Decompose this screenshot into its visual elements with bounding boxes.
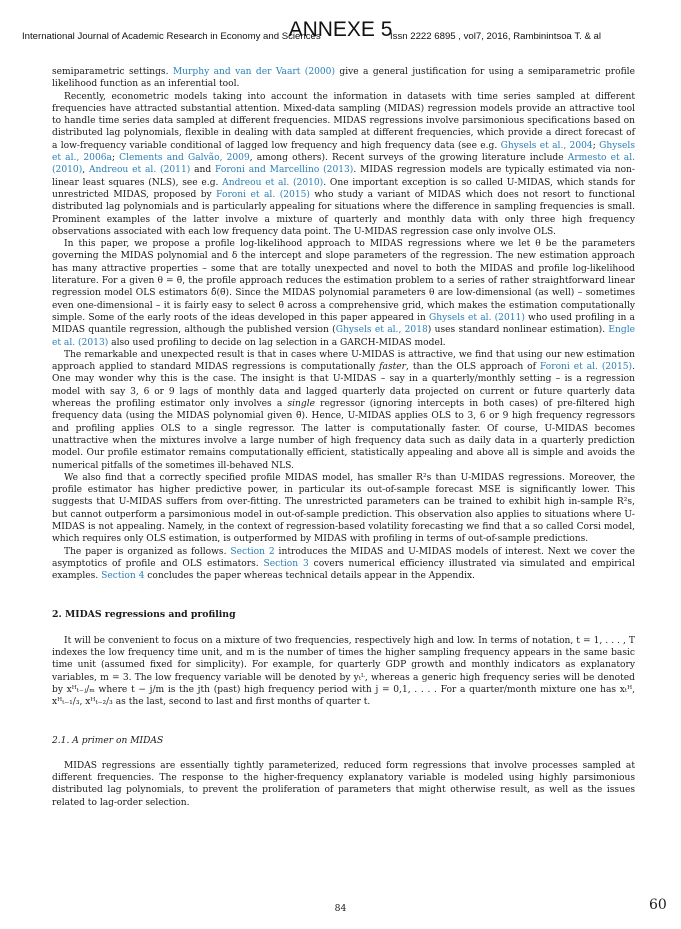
citation-link[interactable]: Foroni and Marcellino (2013) xyxy=(215,165,354,176)
text-span: who used profiling in a MIDAS quantile regression, although the published version ( xyxy=(52,312,635,336)
citation-link[interactable]: Engle et al. (2013) xyxy=(52,325,635,348)
text-span: Recently, econometric models taking into account the information in datasets with time series sampled at different frequencies have attracted substantial attention. Mixed-data sampling (MIDAS) regression models provide an attractive tool to handle time series data sampled at different frequencies. MIDAS regressions involve parsimonious specifications based on distributed lag polynomials, flexible in dealing with data sampled at different frequencies, which provide a direct forecast of a low-frequency variable conditional of lagged low frequency and high frequency data (see e.g. xyxy=(52,91,635,151)
section-link[interactable]: Section 2 xyxy=(230,546,275,557)
text-span: introduces the MIDAS and U-MIDAS models of interest. Next we cover the asymptotics of profile and OLS estimators. xyxy=(52,546,636,569)
text-span: The paper is organized as follows. xyxy=(64,546,231,557)
paragraph-8 xyxy=(52,760,635,809)
text-span: ; xyxy=(111,153,120,164)
citation-link[interactable]: Ghysels et al., 2004 xyxy=(500,140,593,151)
text-span: also used profiling to decide on lag selection in a GARCH-MIDAS model. xyxy=(108,337,446,348)
text-span: covers numerical efficiency illustrated via simulated and empirical examples. xyxy=(52,558,635,582)
citation-link[interactable]: Andreou et al. (2010) xyxy=(222,177,324,188)
citation-link[interactable]: Ghysels et al., 2006a xyxy=(52,140,635,164)
section-link[interactable]: Section 3 xyxy=(263,558,309,569)
paragraph-1 xyxy=(52,66,635,91)
paragraph-2 xyxy=(52,91,635,239)
text-span: . One important exception is so called U-MIDAS, which stands for unrestricted MIDAS, proposed by xyxy=(52,177,635,200)
text-span: semiparametric settings. xyxy=(52,67,173,77)
emphasis: single xyxy=(287,399,315,410)
issn-info: Issn 2222 6895 , vol7, 2016, Rambinintsoa T. & al xyxy=(390,31,602,42)
article-body xyxy=(52,66,635,809)
text-span: . One may wonder why this is the case. The insight is that U-MIDAS – say in a quarterly/monthly setting – is a regression model with say 3, 6 or 9 lags of monthly data and lagged quarterly data projected on current or future quarterly data whereas the profiling estimator only involves a xyxy=(52,362,635,410)
citation-link[interactable]: Murphy and van der Vaart (2000) xyxy=(172,67,336,77)
citation-link[interactable]: Andreou et al. (2011) xyxy=(88,165,191,176)
journal-title: International Journal of Academic Research in Economy and Sciences xyxy=(22,31,321,42)
paragraph-7 xyxy=(52,635,635,709)
text-span: ; xyxy=(592,140,600,151)
text-span: , among others). Recent surveys of the growing literature include xyxy=(249,153,568,164)
text-span: In this paper, we propose a profile log-likelihood approach to MIDAS regressions where we let θ be the parameters governing the MIDAS polynomial and δ the intercept and slope parameters of the regression. The new estimation approach has many attractive properties – some that are totally unexpected and novel to both the MIDAS and profile log-likelihood literature. For a given θ = θ̃, the profile approach reduces the estimation problem to a series of rather straightforward linear regression model OLS estimators δ̂(θ̃). Since the MIDAS polynomial parameters θ are low-dimensional (as well) – sometimes even one-dimensional – it is fairly easy to select θ̃ across a comprehensive grid, which makes the estimation computationally simple. Some of the early roots of the ideas developed in this paper appeared in xyxy=(52,239,635,323)
text-span: ) uses standard nonlinear estimation). xyxy=(427,325,609,336)
paragraph-3 xyxy=(52,238,635,349)
text-span: The remarkable and unexpected result is that in cases where U-MIDAS is attractive, we find that using our new estimation approach applied to standard MIDAS regressions is computationally xyxy=(52,349,635,373)
text-span: We also find that a correctly specified profile MIDAS model, has smaller R²s than U-MIDAS regressions. Moreover, the profile estimator has higher predictive power, in particular its out-of-sample forecast MSE is significantly lower. This suggests that U-MIDAS suffers from over-fitting. The unrestricted parameters can be trained to exhibit high in-sample R²s, but cannot outperform a parsimonious model in out-of-sample prediction. This observation also applies to situations where U-MIDAS is not appealing. Namely, in the context of regression-based volatility forecasting we find that a so called Corsi model, which requires only OLS estimation, is outperformed by MIDAS with profiling in terms of out-of-sample predictions. xyxy=(52,472,635,545)
text-span: regressor (ignoring intercepts in both cases) of pre-filtered high frequency data (using the MIDAS polynomial given θ̃). Hence, U-MIDAS applies OLS to 3, 6 or 9 high frequency regressors and profiling applies OLS to a single regressor. The latter is computationally faster. Of course, U-MIDAS becomes unattractive when the mixtures involve a large number of high frequency data such as daily data in a quarterly prediction model. Our profile estimator remains computationally efficient, statistically appealing and above all is simple and avoids the numerical pitfalls of the sometimes ill-behaved NLS. xyxy=(52,399,635,471)
section-heading: 2. MIDAS regressions and profiling xyxy=(52,609,236,621)
text-span: and xyxy=(190,165,216,176)
text-span: who study a variant of MIDAS which does not resort to functional distributed lag polynomials and is particularly appealing for situations where the difference in sampling frequencies is small. Prominent examples of the latter involve a mixture of quarterly and monthly data with only three high frequency observations associated with each low frequency data point. The U-MIDAS regression case only involve OLS. xyxy=(52,189,636,237)
citation-link[interactable]: Foroni et al. (2015) xyxy=(216,189,310,200)
text-span: . MIDAS regression models are typically estimated via non-linear least squares (NLS), see e.g. xyxy=(52,165,635,188)
citation-link[interactable]: Ghysels et al. (2011) xyxy=(428,312,525,323)
section-link[interactable]: Section 4 xyxy=(101,571,145,582)
text-span: , than the OLS approach of xyxy=(406,362,540,373)
citation-link[interactable]: Armesto et al. (2010) xyxy=(52,153,635,176)
subsection-heading: 2.1. A primer on MIDAS xyxy=(52,735,164,746)
text-span: It will be convenient to focus on a mixture of two frequencies, respectively high and low. In terms of notation, t = 1, . . . , T indexes the low frequency time unit, and m is the number of times the higher sampling frequency appears in the same basic time unit (assumed fixed for simplicity). For example, for quarterly GDP growth and monthly indicators as explanatory variables, m = 3. The low frequency variable will be denoted by yₜᴸ, whereas a generic high frequency series will be denoted by xᴴₜ₋ⱼ/ₘ where t − j/m is the jth (past) high frequency period with j = 0,1, . . . . For a quarter/month mixture one has xₜᴴ, xᴴₜ₋₁/₃, xᴴₜ₋₂/₃ as the last, second to last and first months of quarter t. xyxy=(52,635,635,708)
citation-link[interactable]: Ghysels et al., 2018 xyxy=(335,325,428,336)
citation-link[interactable]: Clements and Galvão, 2009 xyxy=(119,153,250,164)
text-span: give a general justification for using a semiparametric profile likelihood function as an inferential tool. xyxy=(52,67,635,90)
citation-link[interactable]: Foroni et al. (2015) xyxy=(539,362,633,373)
text-span: MIDAS regressions are essentially tightly parameterized, reduced form regressions that involve processes sampled at different frequencies. The response to the higher-frequency explanatory variable is modeled using highly parsimonious distributed lag polynomials, to prevent the proliferation of parameters that might otherwise result, as well as the issues related to lag-order selection. xyxy=(52,760,635,808)
text-span: concludes the paper whereas technical details appear in the Appendix. xyxy=(144,571,475,582)
paragraph-6 xyxy=(52,546,635,583)
annexe-label: ANNEXE 5 xyxy=(288,18,393,41)
annexe-page-number: 60 xyxy=(649,897,667,913)
paragraph-4 xyxy=(52,349,635,472)
emphasis: faster xyxy=(379,362,407,373)
page-number: 84 xyxy=(334,903,347,914)
text-span: , xyxy=(82,165,89,176)
paragraph-5 xyxy=(52,472,635,546)
